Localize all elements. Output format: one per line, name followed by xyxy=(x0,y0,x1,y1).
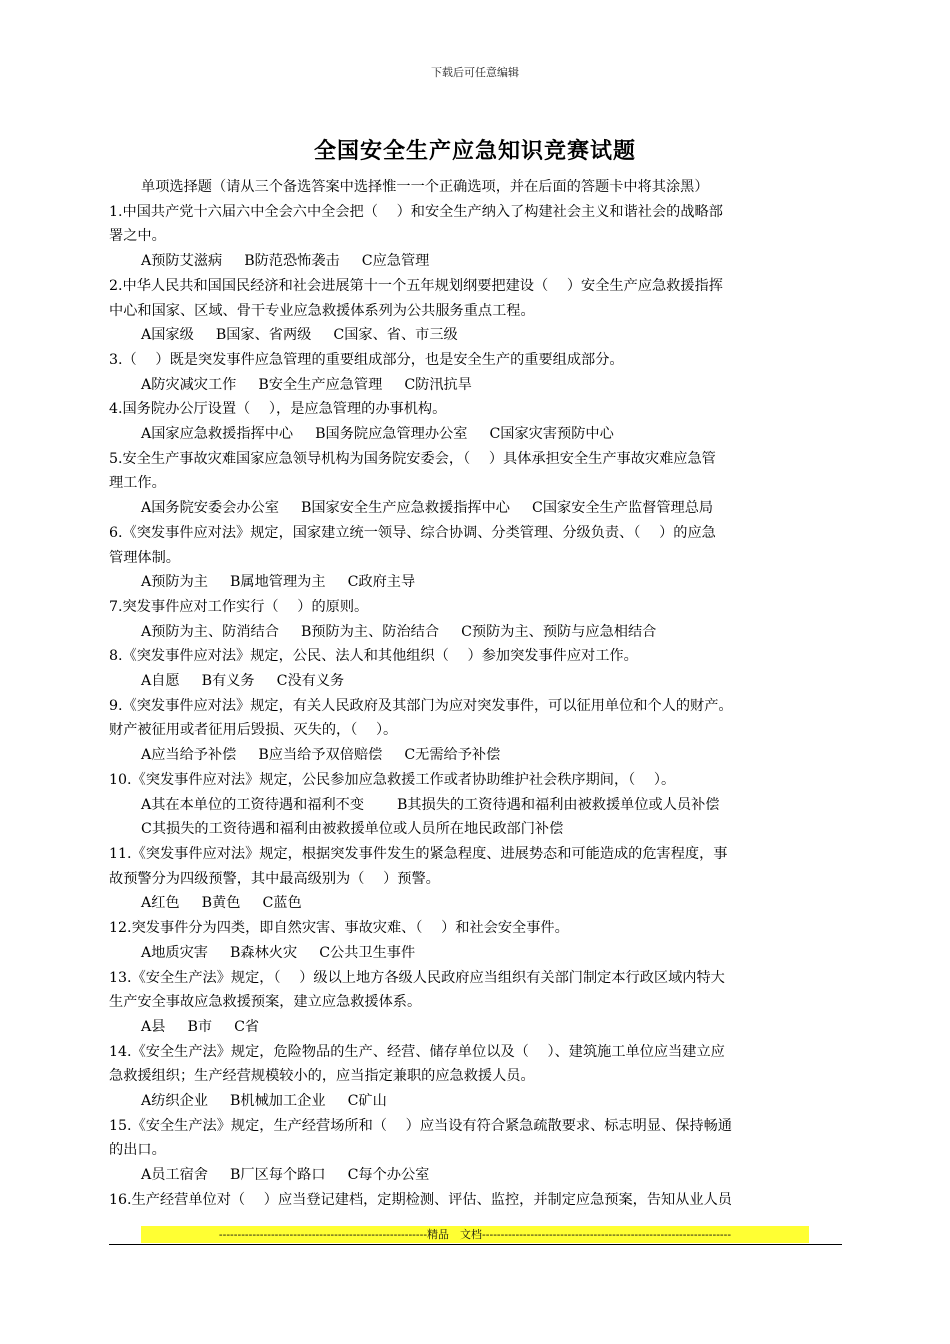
answer-option: A防灾减灾工作 xyxy=(141,376,237,393)
answer-option: A国家应急救援指挥中心 xyxy=(141,426,294,443)
answer-option: A国务院安委会办公室 xyxy=(141,500,279,517)
options-row xyxy=(109,669,849,694)
question-text: 10.《突发事件应对法》规定，公民参加应急救援工作或者协助维护社会秩序期间，（ ）。 xyxy=(109,771,676,788)
question-text: 2.中华人民共和国国民经济和社会进展第十一个五年规划纲要把建设（ ）安全生产应急救援指挥 xyxy=(109,277,723,294)
answer-option: B国家、省两级 xyxy=(215,327,312,344)
intro-text: 单项选择题（请从三个备选答案中选择惟一一个正确选项，并在后面的答题卡中将其涂黑） xyxy=(141,179,709,195)
options-row xyxy=(109,1163,849,1188)
answer-option: A自愿 xyxy=(141,673,180,690)
options-row xyxy=(109,941,849,966)
answer-option: C国家安全生产监督管理总局 xyxy=(532,500,714,517)
question-text: 11.《突发事件应对法》规定，根据突发事件发生的紧急程度、进展势态和可能造成的危害程度，事 xyxy=(109,845,728,862)
answer-option: A红色 xyxy=(141,895,180,912)
options-row xyxy=(109,422,849,447)
options-row xyxy=(109,323,849,348)
question-text: 8.《突发事件应对法》规定，公民、法人和其他组织（ ）参加突发事件应对工作。 xyxy=(109,648,638,665)
answer-option: C应急管理 xyxy=(361,253,430,270)
question-text: 15.《安全生产法》规定，生产经营场所和（ ）应当设有符合紧急疏散要求、标志明显、保持畅通 xyxy=(109,1117,732,1134)
answer-option: A预防为主、防消结合 xyxy=(141,623,279,640)
options-row xyxy=(109,1089,849,1114)
answer-option: A员工宿舍 xyxy=(141,1167,208,1184)
answer-option-line: C其损失的工资待遇和福利由被救援单位或人员所在地民政部门补偿 xyxy=(141,821,564,838)
options-row xyxy=(109,496,849,521)
question-text: 急救援组织；生产经营规模较小的，应当指定兼职的应急救援人员。 xyxy=(109,1068,535,1085)
answer-option: B有义务 xyxy=(201,673,255,690)
question-text: 署之中。 xyxy=(109,228,166,245)
options-row xyxy=(109,743,849,768)
answer-option: A纺织企业 xyxy=(141,1093,208,1110)
question-text: 1.中国共产党十六届六中全会六中全会把（ ）和安全生产纳入了构建社会主义和谐社会的战略部 xyxy=(109,203,723,220)
footer-divider xyxy=(109,1244,842,1245)
answer-option: B市 xyxy=(187,1018,213,1035)
answer-option: C国家灾害预防中心 xyxy=(489,426,614,443)
options-row xyxy=(109,620,849,645)
answer-option-line: A其在本单位的工资待遇和福利不变 B其损失的工资待遇和福利由被救援单位或人员补偿 xyxy=(141,796,720,813)
page-title: 全国安全生产应急知识竞赛试题 xyxy=(313,139,636,164)
question-text: 6.《突发事件应对法》规定，国家建立统一领导、综合协调、分类管理、分级负责、（ ）的应急 xyxy=(109,524,716,541)
question-text: 管理体制。 xyxy=(109,549,180,566)
question-text: 的出口。 xyxy=(109,1142,166,1159)
question-text: 16.生产经营单位对（ ）应当登记建档，定期检测、评估、监控，并制定应急预案，告知从业人员 xyxy=(109,1191,732,1208)
answer-option: B防范恐怖袭击 xyxy=(244,253,340,270)
question-text: 故预警分为四级预警，其中最高级别为（ ）预警。 xyxy=(109,870,440,887)
answer-option: C每个办公室 xyxy=(347,1167,430,1184)
options-row xyxy=(109,373,849,398)
answer-option: C防汛抗旱 xyxy=(404,376,472,393)
answer-option: B预防为主、防治结合 xyxy=(300,623,440,640)
options-row xyxy=(109,1015,849,1040)
answer-option: B安全生产应急管理 xyxy=(258,376,383,393)
answer-option: C国家、省、市三级 xyxy=(333,327,458,344)
answer-option: A预防为主 xyxy=(141,574,208,591)
options-row xyxy=(109,570,849,595)
answer-option: B黄色 xyxy=(201,895,241,912)
answer-option: C省 xyxy=(234,1018,260,1035)
question-text: 财产被征用或者征用后毁损、灭失的，（ ）。 xyxy=(109,722,398,739)
answer-option: B属地管理为主 xyxy=(230,574,326,591)
answer-option: B国务院应急管理办公室 xyxy=(315,426,468,443)
answer-option: C政府主导 xyxy=(347,574,416,591)
answer-option: A国家级 xyxy=(141,327,194,344)
answer-option: B机械加工企业 xyxy=(230,1093,326,1110)
answer-option: B厂区每个路口 xyxy=(230,1167,326,1184)
options-row xyxy=(109,249,849,274)
question-text: 7.突发事件应对工作实行（ ）的原则。 xyxy=(109,598,369,615)
question-text: 12.突发事件分为四类，即自然灾害、事故灾难、（ ）和社会安全事件。 xyxy=(109,920,569,937)
answer-option: C没有义务 xyxy=(276,673,345,690)
answer-option: B国家安全生产应急救援指挥中心 xyxy=(300,500,510,517)
answer-option: C预防为主、预防与应急相结合 xyxy=(461,623,657,640)
question-text: 理工作。 xyxy=(109,475,166,492)
answer-option: C公共卫生事件 xyxy=(319,944,416,961)
question-text: 5.安全生产事故灾难国家应急领导机构为国务院安委会，（ ）具体承担安全生产事故灾难应急管 xyxy=(109,450,716,467)
answer-option: B森林火灾 xyxy=(230,944,298,961)
question-text: 3.（ ）既是突发事件应急管理的重要组成部分，也是安全生产的重要组成部分。 xyxy=(109,351,624,368)
question-text: 中心和国家、区域、骨干专业应急救援体系列为公共服务重点工程。 xyxy=(109,302,535,319)
answer-option: B应当给予双倍赔偿 xyxy=(258,747,383,764)
header-note: 下载后可任意编辑 xyxy=(431,66,519,79)
answer-option: C蓝色 xyxy=(262,895,302,912)
answer-option: A县 xyxy=(141,1018,166,1035)
answer-option: C矿山 xyxy=(347,1093,387,1110)
question-text: 9.《突发事件应对法》规定，有关人民政府及其部门为应对突发事件，可以征用单位和个人的财产。 xyxy=(109,697,733,714)
question-text: 13.《安全生产法》规定，（ ）级以上地方各级人民政府应当组织有关部门制定本行政区域内特大 xyxy=(109,969,725,986)
footer-banner: --------------------------------------------------------精品 文档------------------------------------------------------------------- xyxy=(141,1226,809,1243)
answer-option: A应当给予补偿 xyxy=(141,747,237,764)
question-text: 14.《安全生产法》规定，危险物品的生产、经营、储存单位以及（ ）、建筑施工单位应当建立应 xyxy=(109,1043,725,1060)
options-row xyxy=(109,891,849,916)
answer-option: C无需给予补偿 xyxy=(404,747,501,764)
question-text: 4.国务院办公厅设置（ ），是应急管理的办事机构。 xyxy=(109,401,447,418)
answer-option: A地质灾害 xyxy=(141,944,208,961)
question-text: 生产安全事故应急救援预案，建立应急救援体系。 xyxy=(109,994,422,1011)
answer-option: A预防艾滋病 xyxy=(141,253,223,270)
question-list xyxy=(109,175,849,1213)
